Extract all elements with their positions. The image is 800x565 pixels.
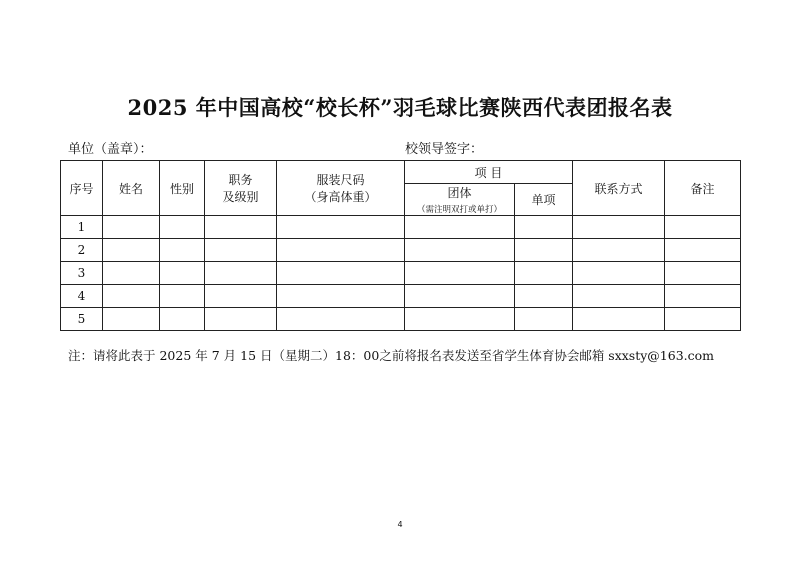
- header-gender: 性别: [160, 161, 205, 216]
- cell-size[interactable]: [277, 216, 405, 239]
- cell-name[interactable]: [103, 308, 160, 331]
- cell-position[interactable]: [205, 216, 277, 239]
- leader-signature-label: 校领导签字：: [405, 142, 484, 157]
- cell-position[interactable]: [205, 285, 277, 308]
- cell-single[interactable]: [515, 262, 573, 285]
- cell-position[interactable]: [205, 239, 277, 262]
- header-name: 姓名: [103, 161, 160, 216]
- unit-seal-label: 单位（盖章）：: [68, 142, 153, 157]
- submission-note: 注：请将此表于 2025 年 7 月 15 日（星期二）18：00之前将报名表发送至省学生体育协会邮箱 sxxsty@163.com: [68, 348, 715, 363]
- cell-single[interactable]: [515, 285, 573, 308]
- header-position-line1: 职务: [228, 173, 253, 187]
- page-title: 2025 年中国高校“校长杯”羽毛球比赛陕西代表团报名表: [127, 95, 673, 120]
- cell-remarks[interactable]: [665, 216, 741, 239]
- cell-team[interactable]: [405, 285, 515, 308]
- row-index: 1: [61, 216, 103, 239]
- cell-name[interactable]: [103, 285, 160, 308]
- header-row-1: [61, 161, 741, 184]
- table-row: [61, 308, 741, 331]
- header-team-note: （需注明双打或单打）: [416, 205, 502, 215]
- cell-team[interactable]: [405, 308, 515, 331]
- cell-single[interactable]: [515, 308, 573, 331]
- cell-remarks[interactable]: [665, 308, 741, 331]
- cell-team[interactable]: [405, 216, 515, 239]
- cell-contact[interactable]: [573, 308, 665, 331]
- cell-remarks[interactable]: [665, 285, 741, 308]
- cell-gender[interactable]: [160, 308, 205, 331]
- cell-size[interactable]: [277, 239, 405, 262]
- header-clothing-size: [277, 161, 405, 216]
- cell-size[interactable]: [277, 308, 405, 331]
- header-position-line2: 及级别: [222, 190, 259, 204]
- table-row: [61, 216, 741, 239]
- table-row: [61, 285, 741, 308]
- cell-gender[interactable]: [160, 285, 205, 308]
- header-position: [205, 161, 277, 216]
- header-size-line1: 服装尺码: [316, 173, 365, 187]
- row-index: 5: [61, 308, 103, 331]
- header-single: 单项: [515, 184, 573, 216]
- cell-remarks[interactable]: [665, 239, 741, 262]
- cell-position[interactable]: [205, 308, 277, 331]
- header-size-line2: （身高体重）: [304, 190, 377, 204]
- header-remarks: 备注: [665, 161, 741, 216]
- cell-contact[interactable]: [573, 262, 665, 285]
- cell-team[interactable]: [405, 239, 515, 262]
- cell-single[interactable]: [515, 239, 573, 262]
- page-number: 4: [397, 520, 403, 529]
- header-index: 序号: [61, 161, 103, 216]
- row-index: 3: [61, 262, 103, 285]
- cell-name[interactable]: [103, 216, 160, 239]
- cell-contact[interactable]: [573, 239, 665, 262]
- cell-name[interactable]: [103, 239, 160, 262]
- table-row: [61, 239, 741, 262]
- cell-remarks[interactable]: [665, 262, 741, 285]
- cell-contact[interactable]: [573, 216, 665, 239]
- cell-gender[interactable]: [160, 239, 205, 262]
- cell-team[interactable]: [405, 262, 515, 285]
- cell-position[interactable]: [205, 262, 277, 285]
- cell-single[interactable]: [515, 216, 573, 239]
- registration-table: [60, 160, 741, 331]
- cell-size[interactable]: [277, 262, 405, 285]
- row-index: 4: [61, 285, 103, 308]
- header-team: [405, 184, 515, 216]
- cell-size[interactable]: [277, 285, 405, 308]
- header-event: 项 目: [405, 161, 573, 184]
- cell-gender[interactable]: [160, 262, 205, 285]
- header-team-label: 团体: [447, 186, 472, 200]
- cell-contact[interactable]: [573, 285, 665, 308]
- cell-name[interactable]: [103, 262, 160, 285]
- table-row: [61, 262, 741, 285]
- header-contact: 联系方式: [573, 161, 665, 216]
- cell-gender[interactable]: [160, 216, 205, 239]
- row-index: 2: [61, 239, 103, 262]
